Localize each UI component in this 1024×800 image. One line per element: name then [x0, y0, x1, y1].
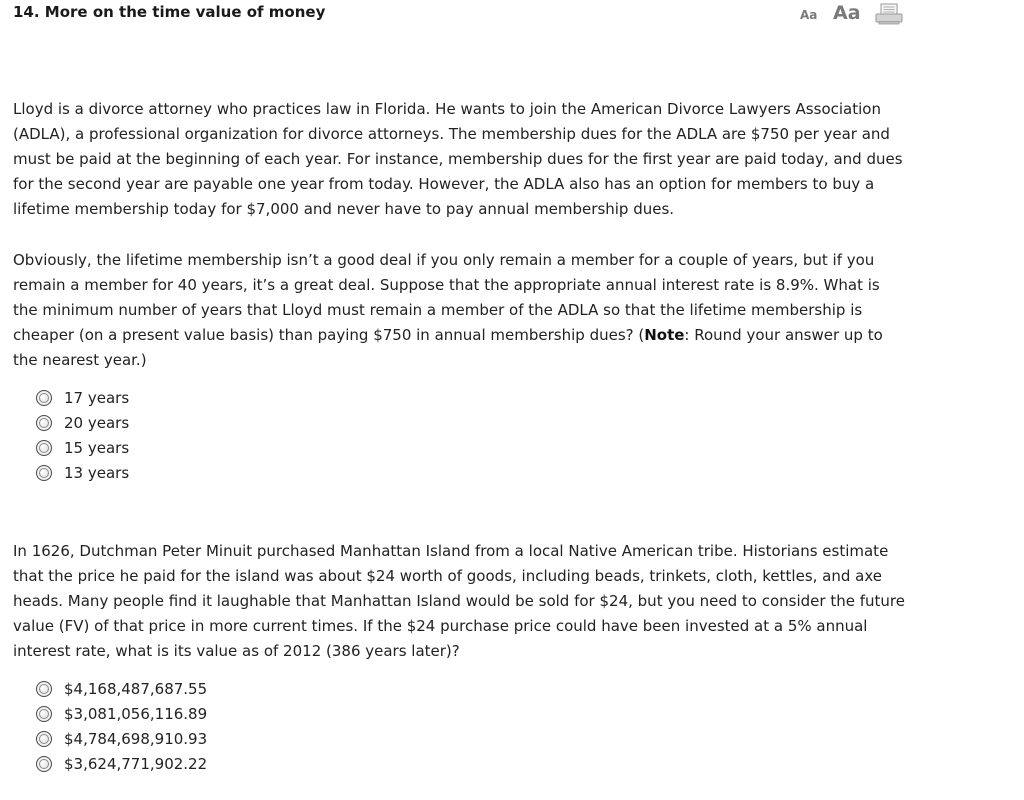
question2-option[interactable] — [36, 676, 207, 701]
question2-option[interactable] — [36, 751, 207, 776]
question2-options — [36, 676, 207, 776]
option-label: $3,081,056,116.89 — [64, 704, 208, 723]
font-size-small-button[interactable]: Aa — [800, 8, 818, 22]
question1-option[interactable] — [36, 385, 129, 410]
question1-prompt-tail: : Round your answer up to the nearest year.) — [13, 326, 883, 369]
option-label: 20 years — [64, 413, 130, 432]
note-label: Note — [644, 326, 685, 344]
radio-button[interactable] — [36, 390, 52, 406]
radio-button[interactable] — [36, 756, 52, 772]
radio-button[interactable] — [36, 706, 52, 722]
question1-prompt — [13, 248, 908, 373]
question1-option[interactable] — [36, 460, 129, 485]
radio-button[interactable] — [36, 681, 52, 697]
question2-option[interactable] — [36, 701, 207, 726]
option-label: $3,624,771,902.22 — [64, 754, 208, 773]
question2-text: In 1626, Dutchman Peter Minuit purchased Manhattan Island from a local Native American tribe. Historians estimate that the price he paid for the island was about $24 worth of goods, including beads, trinkets, cloth, kettles, and axe heads. Many people find it laughable that Manhattan Island would be sold for $24, but you need to consider the future value (FV) of that price in more current times. If the $24 purchase price could have been invested at a 5% annual interest rate, what is its value as of 2012 (386 years later)? — [13, 542, 905, 660]
option-label: $4,168,487,687.55 — [64, 679, 208, 698]
question1-option[interactable] — [36, 435, 129, 460]
question2-option[interactable] — [36, 726, 207, 751]
question1-prompt-text: Obviously, the lifetime membership isn’t a good deal if you only remain a member for a couple of years, but if you remain a member for 40 years, it’s a great deal. Suppose that the appropriate annual interest rate is 8.9%. What is the minimum number of years that Lloyd must remain a member of the ADLA so that the lifetime membership is cheaper (on a present value basis) than paying $750 in annual membership dues? ( — [13, 251, 880, 344]
option-label: $4,784,698,910.93 — [64, 729, 208, 748]
radio-button[interactable] — [36, 465, 52, 481]
radio-button[interactable] — [36, 440, 52, 456]
option-label: 17 years — [64, 388, 130, 407]
option-label: 15 years — [64, 438, 130, 457]
radio-button[interactable] — [36, 415, 52, 431]
option-label: 13 years — [64, 463, 130, 482]
question1-option[interactable] — [36, 410, 129, 435]
print-icon[interactable] — [874, 3, 904, 25]
radio-button[interactable] — [36, 731, 52, 747]
question1-intro: Lloyd is a divorce attorney who practices law in Florida. He wants to join the American Divorce Lawyers Association (ADLA), a professional organization for divorce attorneys. The membership dues for the ADLA are $750 per year and must be paid at the beginning of each year. For instance, membership dues for the first year are paid today, and dues for the second year are payable one year from today. However, the ADLA also has an option for members to buy a lifetime membership today for $7,000 and never have to pay annual membership dues. — [13, 100, 903, 218]
font-size-large-button[interactable]: Aa — [833, 2, 861, 24]
question1-options — [36, 385, 129, 485]
question-title: 14. More on the time value of money — [13, 3, 326, 21]
